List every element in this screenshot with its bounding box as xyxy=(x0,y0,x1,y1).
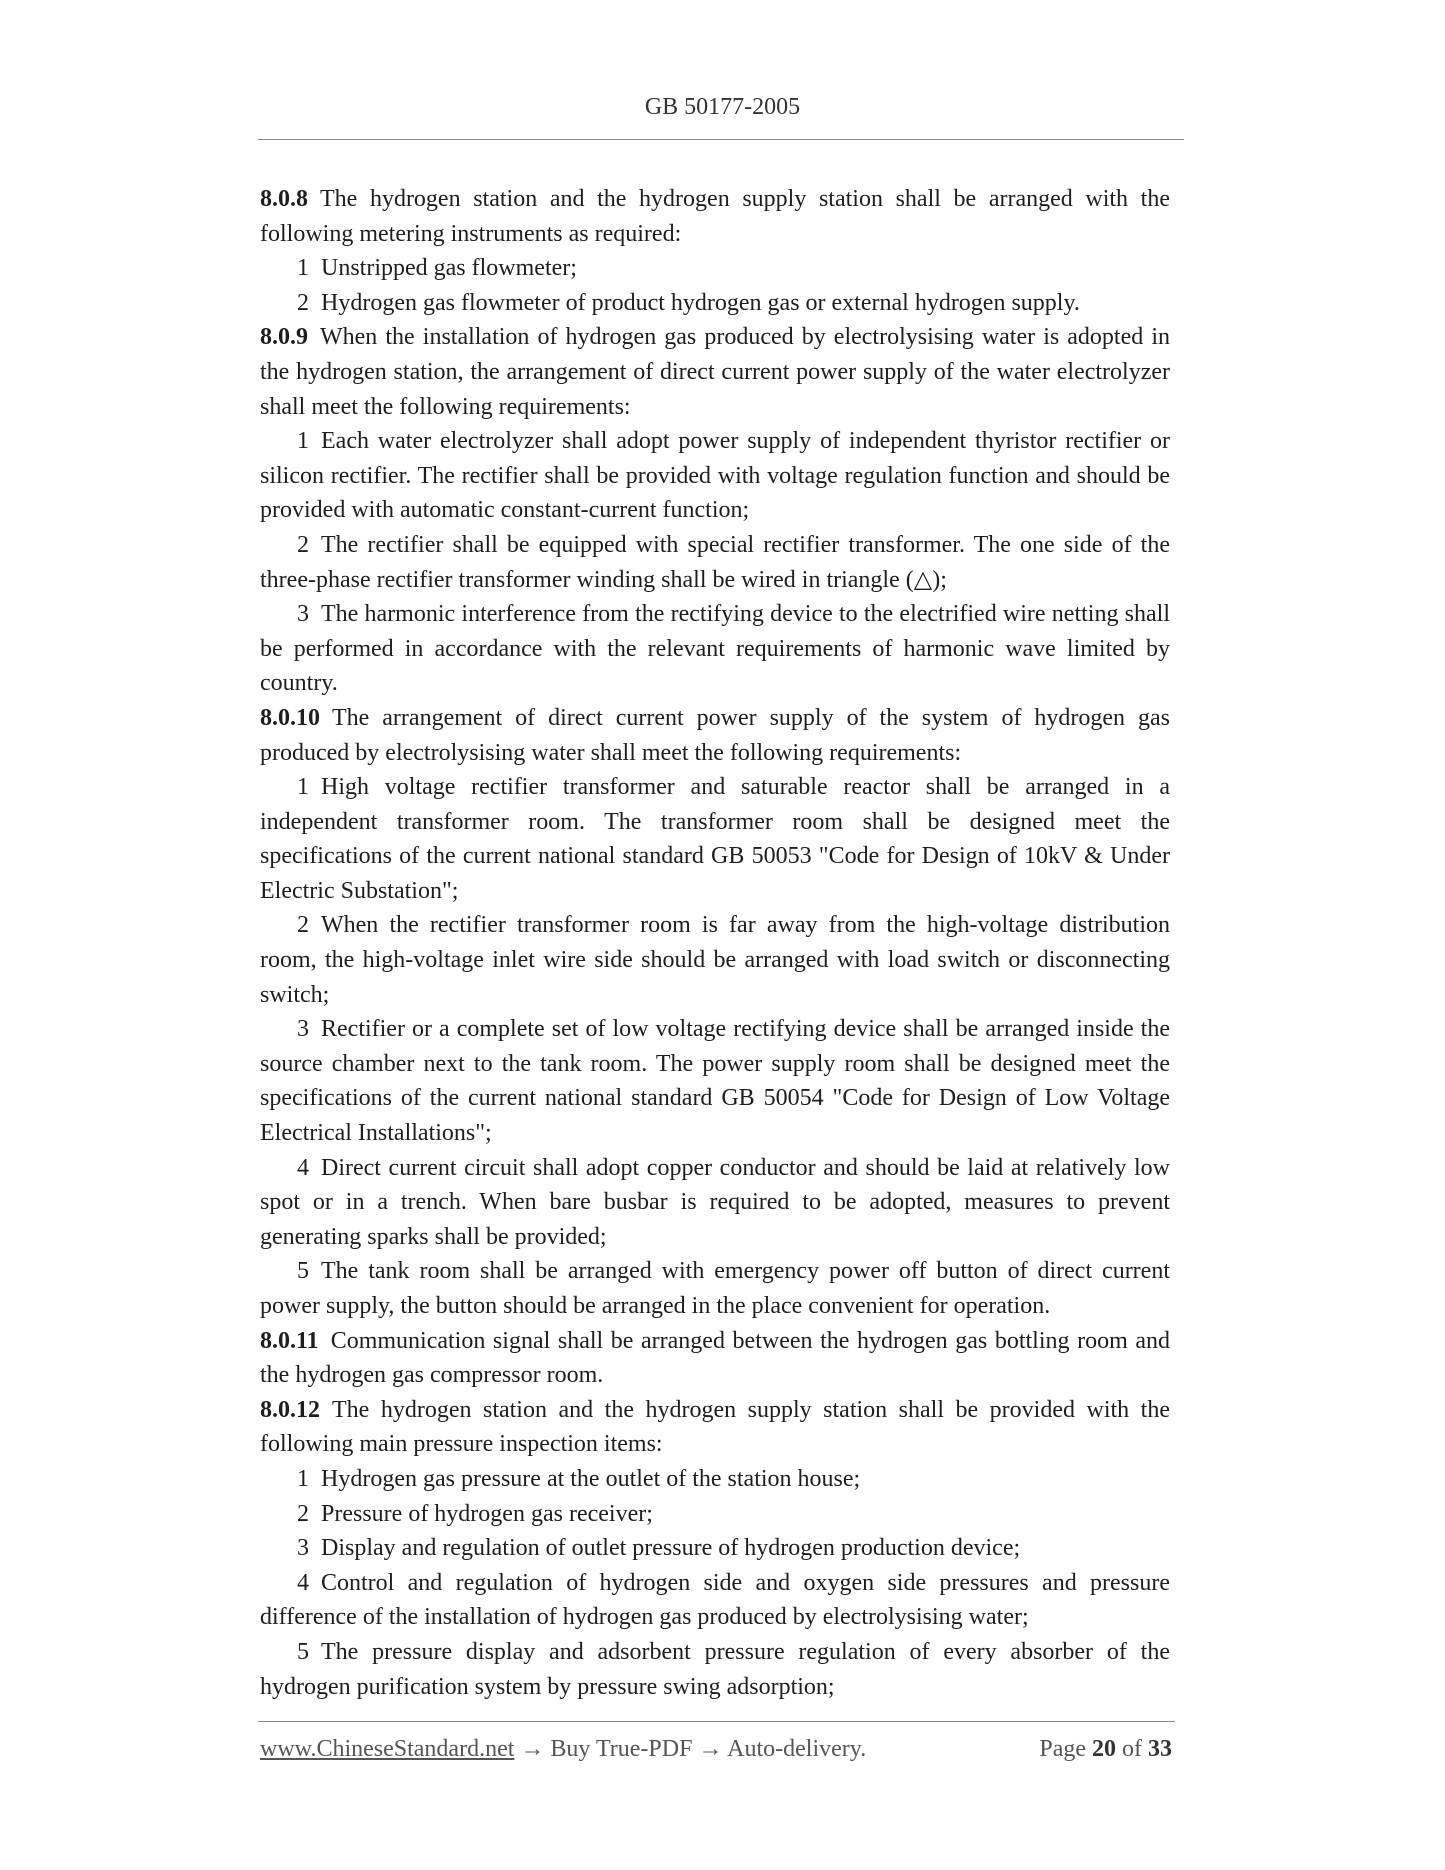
item-text: Display and regulation of outlet pressure of hydrogen production device; xyxy=(321,1535,1021,1562)
clause-8-0-12 xyxy=(260,1393,1170,1462)
item-text: Pressure of hydrogen gas receiver; xyxy=(321,1500,653,1527)
clause-number: 8.0.9 xyxy=(260,324,308,351)
page-number xyxy=(1039,1736,1172,1763)
item-text: Rectifier or a complete set of low voltage rectifying device shall be arranged inside the source chamber next to the tank room. The power supply room shall be designed meet the specifications of the current national standard GB 50054 "Code for Design of Low Voltage Electrical Installations"; xyxy=(260,1016,1170,1147)
document-body xyxy=(260,182,1170,1704)
item-number: 5 xyxy=(297,1258,309,1285)
item-text: The pressure display and adsorbent pressure regulation of every absorber of the hydrogen purification system by pressure swing adsorption; xyxy=(260,1638,1170,1700)
list-item xyxy=(260,1635,1170,1704)
list-item xyxy=(260,424,1170,528)
page-label: Page xyxy=(1039,1736,1086,1762)
item-number: 4 xyxy=(297,1154,309,1181)
item-text: Each water electrolyzer shall adopt power supply of independent thyristor rectifier or silicon rectifier. The rectifier shall be provided with voltage regulation function and should be provided with automatic constant-current function; xyxy=(260,428,1170,524)
footer-divider xyxy=(258,1721,1175,1722)
list-item xyxy=(260,1531,1170,1566)
auto-delivery-text: Auto-delivery. xyxy=(727,1736,867,1762)
arrow-right-icon: → xyxy=(520,1736,545,1762)
item-number: 2 xyxy=(297,1500,309,1527)
list-item xyxy=(260,251,1170,286)
buy-pdf-text: Buy True-PDF xyxy=(550,1736,693,1762)
clause-text: When the installation of hydrogen gas produced by electrolysising water is adopted in the hydrogen station, the arrangement of direct current power supply of the water electrolyzer shall meet the following requirements: xyxy=(260,324,1170,420)
item-number: 1 xyxy=(297,255,309,282)
list-item xyxy=(260,1497,1170,1532)
item-text: Hydrogen gas flowmeter of product hydrogen gas or external hydrogen supply. xyxy=(321,289,1080,316)
page-of: of xyxy=(1122,1736,1142,1762)
item-text: High voltage rectifier transformer and saturable reactor shall be arranged in a independent transformer room. The transformer room shall be designed meet the specifications of the current national standard GB 50053 "Code for Design of 10kV & Under Electric Substation"; xyxy=(260,774,1170,904)
clause-text: The hydrogen station and the hydrogen supply station shall be arranged with the following metering instruments as required: xyxy=(260,186,1170,247)
clause-number: 8.0.10 xyxy=(260,704,320,731)
clause-8-0-11 xyxy=(260,1324,1170,1393)
item-number: 2 xyxy=(297,912,309,939)
item-number: 4 xyxy=(297,1569,309,1596)
item-text: Control and regulation of hydrogen side and oxygen side pressures and pressure difference of the installation of hydrogen gas produced by electrolysising water; xyxy=(260,1569,1170,1631)
item-text: The tank room shall be arranged with emergency power off button of direct current power supply, the button should be arranged in the place convenient for operation. xyxy=(260,1258,1170,1319)
list-item xyxy=(260,1254,1170,1323)
list-item xyxy=(260,597,1170,701)
list-item xyxy=(260,286,1170,321)
page-header-title: GB 50177-2005 xyxy=(644,94,801,120)
item-number: 3 xyxy=(297,1016,309,1043)
page-current: 20 xyxy=(1092,1736,1116,1762)
item-text: The rectifier shall be equipped with special rectifier transformer. The one side of the three-phase rectifier transformer winding shall be wired in triangle (△); xyxy=(260,531,1170,593)
item-number: 2 xyxy=(297,531,309,558)
item-number: 1 xyxy=(297,1465,309,1492)
list-item xyxy=(260,908,1170,1012)
item-text: Direct current circuit shall adopt copper conductor and should be laid at relatively low spot or in a trench. When bare busbar is required to be adopted, measures to prevent generating sparks shall be provided; xyxy=(260,1154,1170,1250)
clause-text: The hydrogen station and the hydrogen supply station shall be provided with the following main pressure inspection items: xyxy=(260,1396,1170,1458)
item-text: When the rectifier transformer room is far away from the high-voltage distribution room, the high-voltage inlet wire side should be arranged with load switch or disconnecting switch; xyxy=(260,912,1170,1008)
list-item xyxy=(260,1462,1170,1497)
list-item xyxy=(260,770,1170,908)
page-total: 33 xyxy=(1148,1736,1172,1762)
item-text: Unstripped gas flowmeter; xyxy=(321,255,577,282)
list-item xyxy=(260,1566,1170,1635)
item-number: 1 xyxy=(297,428,309,455)
item-number: 1 xyxy=(297,774,309,801)
clause-number: 8.0.11 xyxy=(260,1327,319,1354)
clause-number: 8.0.8 xyxy=(260,186,308,212)
item-text: The harmonic interference from the rectifying device to the electrified wire netting shall be performed in accordance with the relevant requirements of harmonic wave limited by country. xyxy=(260,601,1170,697)
list-item xyxy=(260,528,1170,597)
header-divider xyxy=(258,139,1184,140)
item-number: 5 xyxy=(297,1638,309,1665)
item-number: 2 xyxy=(297,289,309,316)
clause-8-0-9 xyxy=(260,320,1170,424)
arrow-right-icon: → xyxy=(698,1736,723,1762)
clause-text: The arrangement of direct current power supply of the system of hydrogen gas produced by electrolysising water shall meet the following requirements: xyxy=(260,704,1170,766)
clause-number: 8.0.12 xyxy=(260,1396,320,1423)
clause-8-0-10 xyxy=(260,701,1170,770)
list-item xyxy=(260,1151,1170,1255)
clause-text: Communication signal shall be arranged between the hydrogen gas bottling room and the hydrogen gas compressor room. xyxy=(260,1327,1170,1389)
item-number: 3 xyxy=(297,601,309,628)
footer-promo xyxy=(260,1736,866,1763)
website-link[interactable]: www.ChineseStandard.net xyxy=(260,1736,515,1762)
list-item xyxy=(260,1012,1170,1150)
item-number: 3 xyxy=(297,1535,309,1562)
item-text: Hydrogen gas pressure at the outlet of the station house; xyxy=(321,1465,861,1492)
clause-8-0-8 xyxy=(260,182,1170,251)
